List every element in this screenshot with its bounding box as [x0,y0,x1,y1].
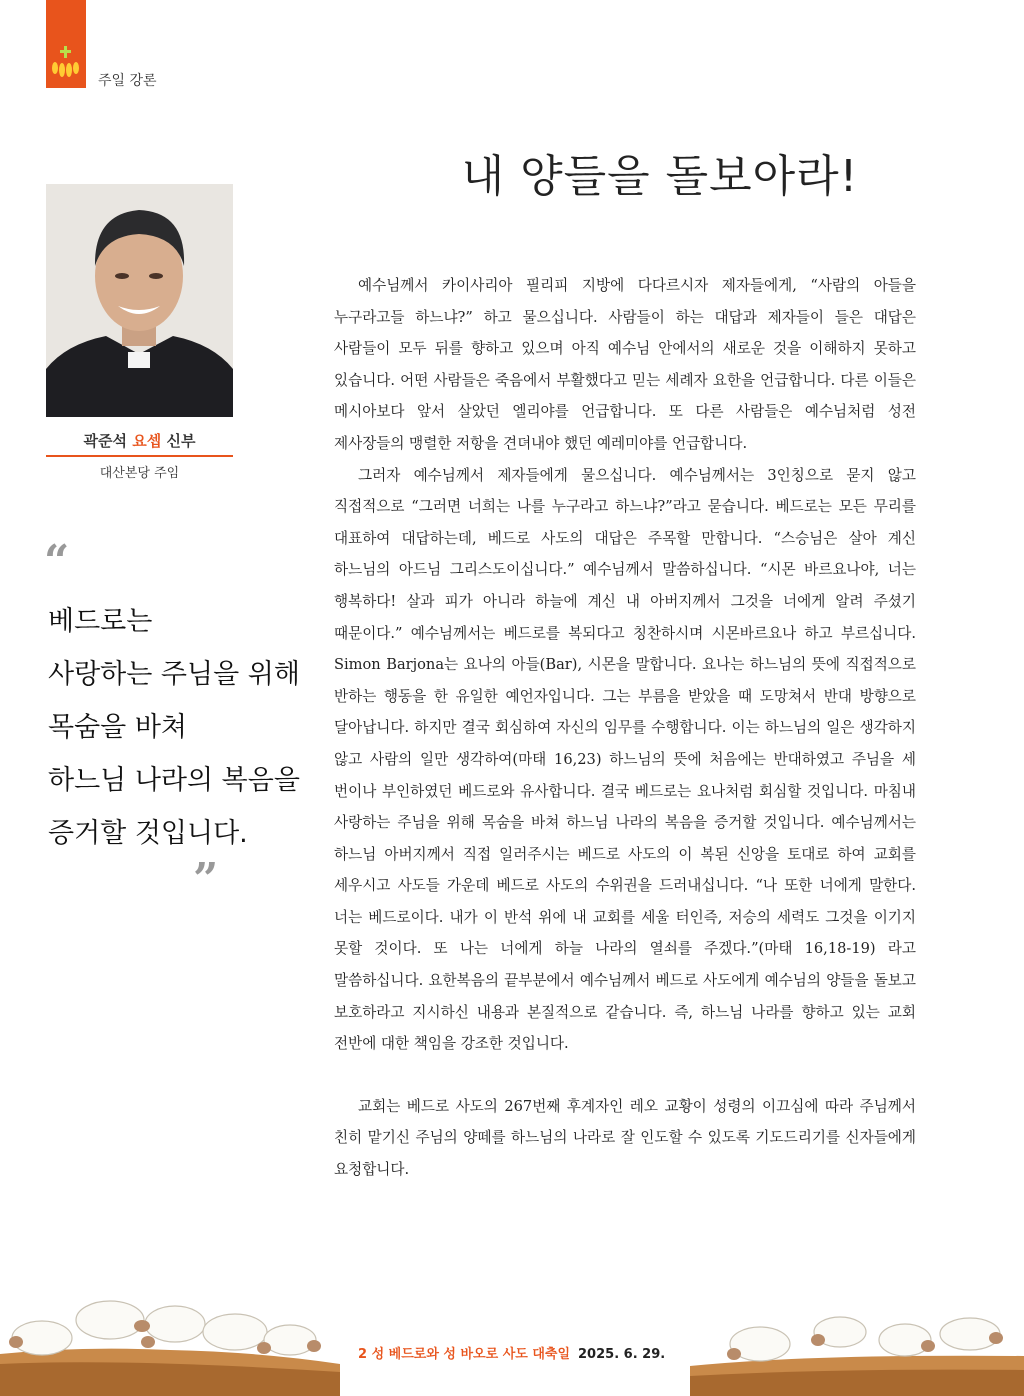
flame-cross-icon [50,46,82,80]
pull-quote-line: 목숨을 바쳐 [48,712,187,743]
open-quote-mark: “ [44,536,70,587]
page-title: 내 양들을 돌보아라! [461,151,859,202]
section-marker-tab [46,0,86,88]
author-family-name: 곽준석 [83,432,128,450]
author-role: 대산본당 주임 [99,466,180,481]
section-label: 주일 강론 [98,73,157,89]
footer-date: 2025. 6. 29. [578,1347,666,1362]
article-paragraph: 그러자 예수님께서 제자들에게 물으십니다. 예수님께서는 3인칭으로 묻지 않고 직접적으로 “그러면 너희는 나를 누구라고 하느냐?”라고 묻습니다. 베드로는 모든 무리를 대표하여 대답하는데, 베드로 사도의 대답은 주목할 만합니다. “스승님은 살아 계신 하느님의 아드님 그리스도이십니다.” 예수님께서 말씀하십니다. “시몬 바르요나야, 너는 행복하다! 살과 피가 아니라 하늘에 계신 내 아버지께서 그것을 너에게 알려 주셨기 때문이다.” 예수님께서는 베드로를 복되다고 칭찬하시며 시몬바르요나 하고 부르십니다. Simon Barjona는 요나의 아들(Bar), 시몬을 말합니다. 요나는 하느님의 뜻에 직접적으로 반하는 행동을 한 유일한 예언자입니다. 그는 부름을 받았을 때 도망쳐서 반대 방향으로 달아납니다. 하지만 결국 회심하여 자신의 임무를 수행합니다. 이는 하느님의 일은 생각하지 않고 사람의 일만 생각하여(마태 16,23) 하느님의 뜻에 처음에는 반대하였고 주님을 세 번이나 부인하였던 베드로와 유사합니다. 결국 베드로는 요나처럼 회심할 것입니다. 마침내 사랑하는 주님을 위해 목숨을 바쳐 하느님 나라의 복음을 증거할 것입니다. 예수님께서는 하느님 아버지께서 직접 일러주시는 베드로 사도의 이 복된 신앙을 토대로 하여 교회를 세우시고 사도들 가운데 베드로 사도의 수위권을 드러내십니다. “나 또한 너에게 말한다. 너는 베드로이다. 내가 이 반석 위에 내 교회를 세울 터인즉, 저승의 세력도 그것을 이기지 못할 것이다. 또 나는 너에게 하늘 나라의 열쇠를 주겠다.”(마태 16,18-19) 라고 말씀하십니다. 요한복음의 끝부분에서 예수님께서 베드로 사도에게 예수님의 양들을 돌보고 보호하라고 지시하신 내용과 본질적으로 같습니다. 즉, 하느님 나라를 향하고 있는 교회 전반에 대한 책임을 강조한 것입니다. [334,466,916,1053]
article-paragraph: 예수님께서 카이사리아 필리피 지방에 다다르시자 제자들에게, “사람의 아들을 누구라고들 하느냐?” 하고 물으십니다. 사람들이 하는 대답과 제자들이 들은 대답은 사람들이 모두 뒤를 향하고 있으며 아직 예수님 안에서의 새로운 것을 이해하지 못하고 있습니다. 어떤 사람들은 죽음에서 부활했다고 믿는 세례자 요한을 언급합니다. 다른 이들은 메시아보다 앞서 살았던 엘리야를 언급합니다. 또 다른 사람들은 예수님처럼 성전 제사장들의 맹렬한 저항을 견뎌내야 했던 예레미야를 언급합니다. [334,277,916,452]
pull-quote-line: 하느님 나라의 복음을 [48,765,300,796]
pull-quote [48,595,298,860]
article-body [334,270,916,1186]
author-name [46,430,233,451]
author-title: 신부 [166,432,196,450]
author-photo [46,184,233,417]
pull-quote-line: 베드로는 [48,606,153,637]
footer-feast: 2 성 베드로와 성 바오로 사도 대축일 [358,1347,571,1362]
footer-caption [358,1343,665,1362]
pull-quote-line: 사랑하는 주님을 위해 [48,659,300,690]
author-divider [46,455,233,457]
close-quote-mark: ” [193,854,219,905]
sheep-illustration-right [690,1310,1024,1396]
pull-quote-line: 증거할 것입니다. [48,818,248,849]
author-baptismal-name: 요셉 [132,432,162,450]
sheep-illustration-left [0,1290,340,1396]
article-paragraph: 교회는 베드로 사도의 267번째 후계자인 레오 교황이 성령의 이끄심에 따라 주님께서 친히 맡기신 주님의 양떼를 하느님의 나라로 잘 인도할 수 있도록 기도드리기를 신자들에게 요청합니다. [334,1097,916,1179]
